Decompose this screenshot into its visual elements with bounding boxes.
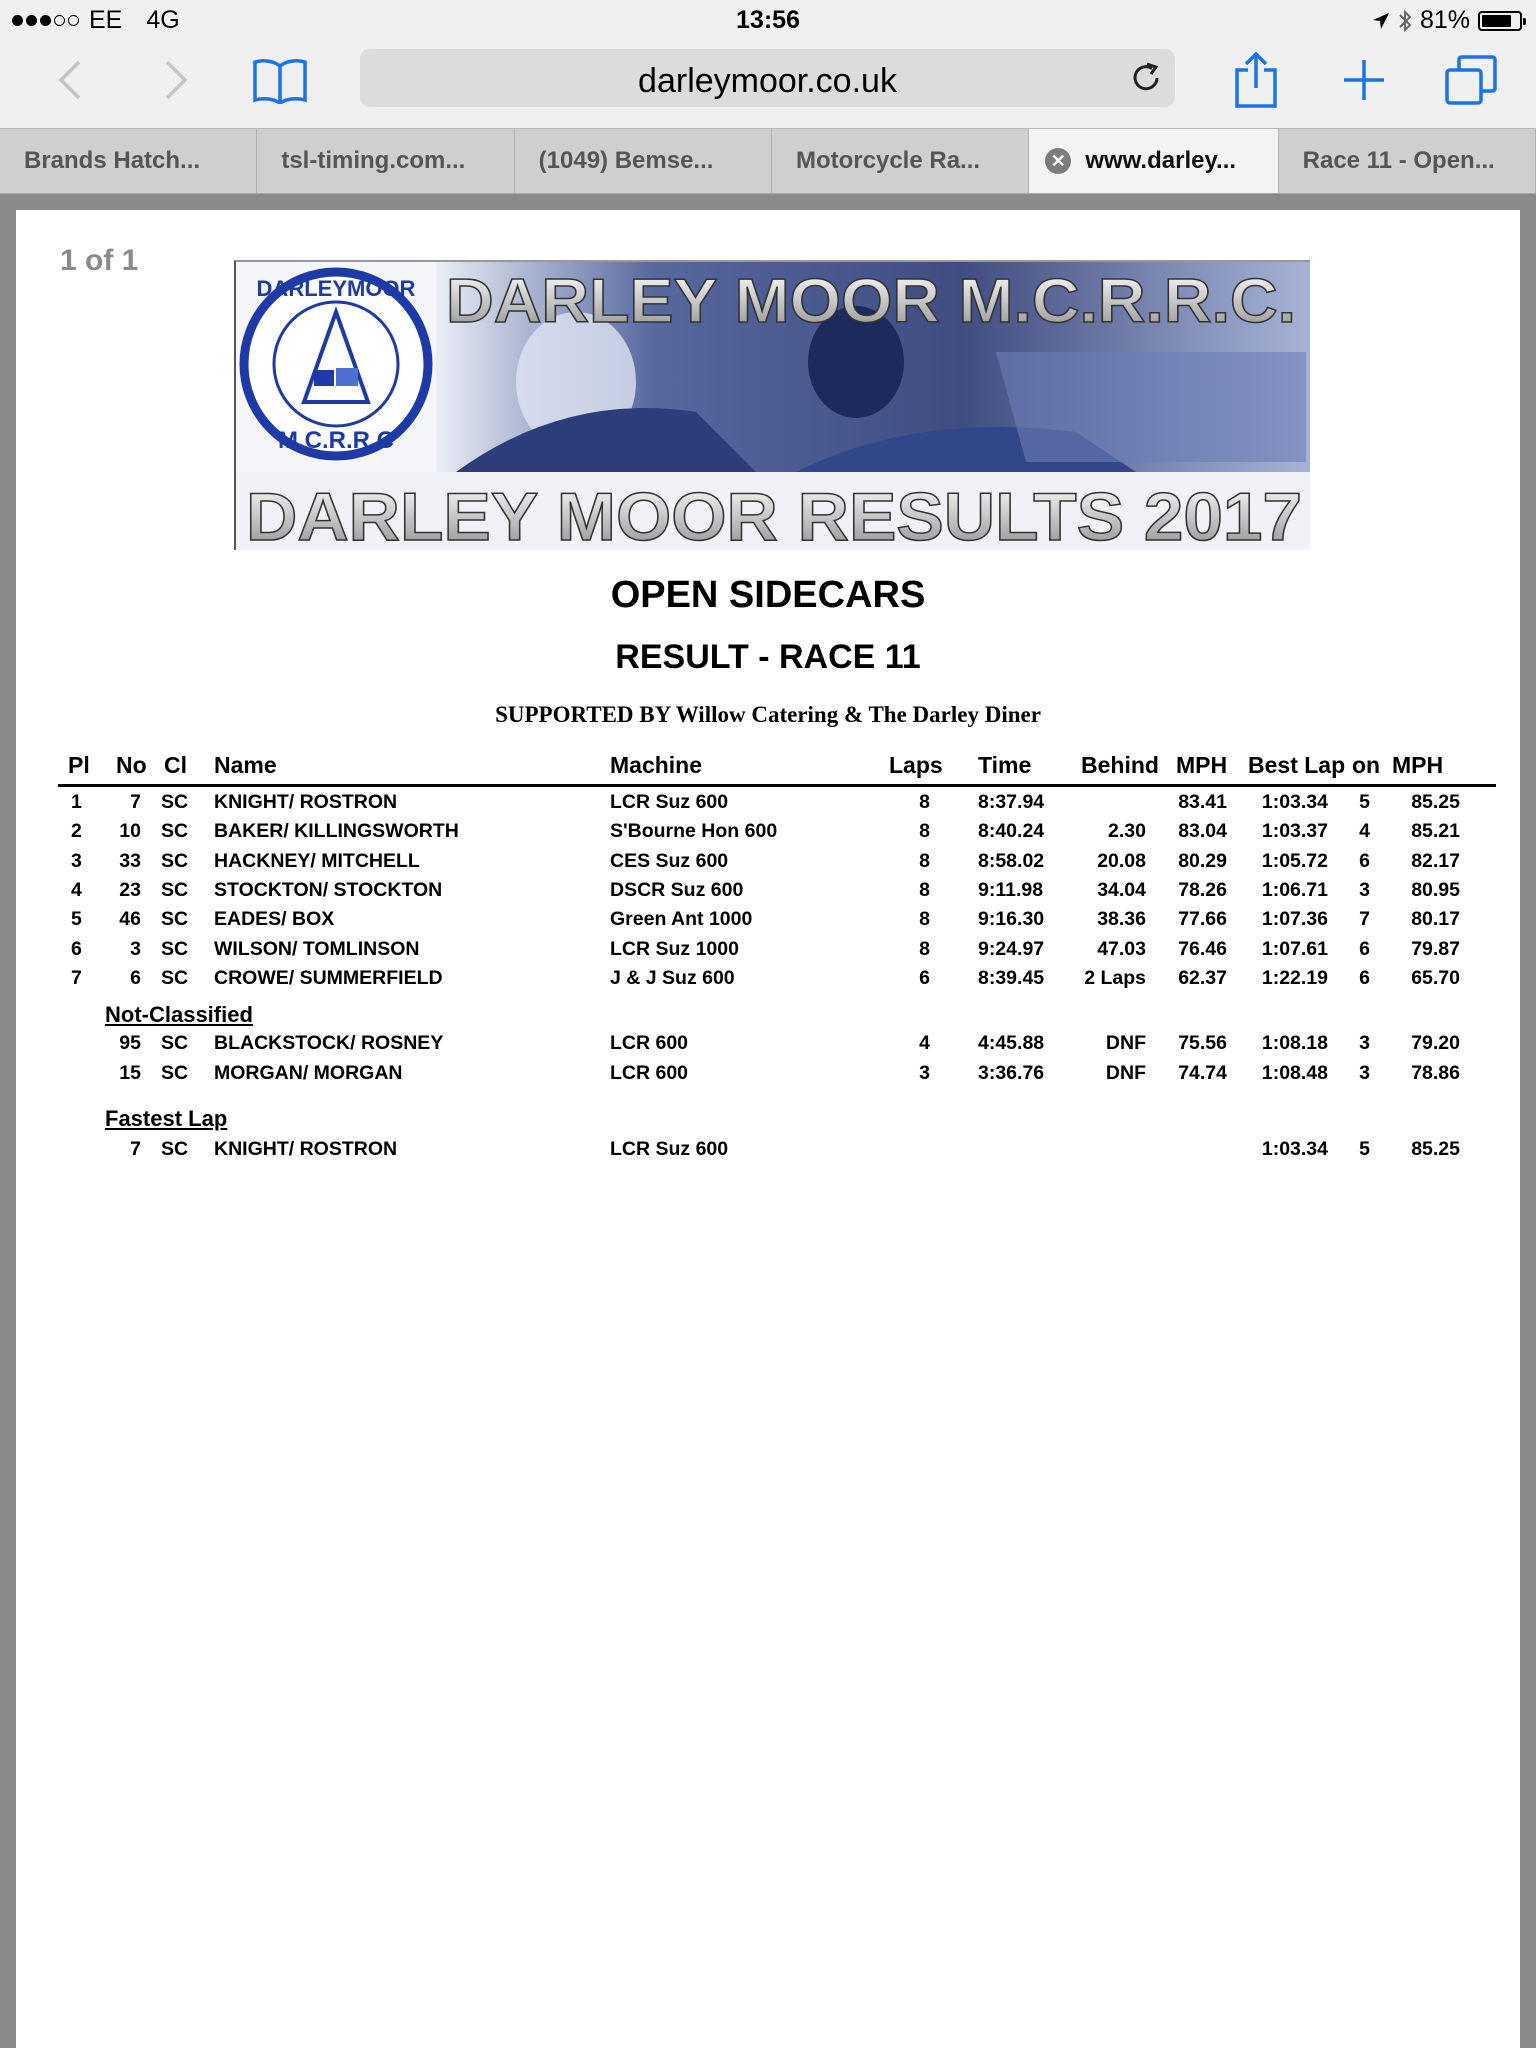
banner-title-top: DARLEY MOOR M.C.R.R.C.: [446, 267, 1296, 336]
col-header-time: Time: [978, 752, 1032, 778]
cell-behind: DNF: [1105, 1062, 1146, 1084]
tab-label: Brands Hatch...: [24, 147, 201, 174]
cell-time: 9:11.98: [978, 878, 1044, 901]
cell-name: MORGAN/ MORGAN: [214, 1062, 403, 1084]
cell-pl: 1: [71, 791, 82, 813]
cell-mph: 83.41: [1178, 791, 1227, 813]
clock: 13:56: [736, 6, 800, 34]
cell-no: 33: [119, 849, 141, 872]
network-label: 4G: [146, 6, 180, 34]
cell-mph2: 85.25: [1411, 1138, 1460, 1160]
cell-name: KNIGHT/ ROSTRON: [214, 791, 398, 813]
cell-time: 9:16.30: [978, 908, 1045, 931]
cell-time: 9:24.97: [978, 937, 1045, 960]
tab-label: tsl-timing.com...: [281, 147, 466, 174]
cell-pl: 3: [71, 849, 82, 872]
cell-time: 8:39.45: [978, 966, 1045, 989]
col-header-pl: Pl: [68, 752, 90, 778]
cell-mph: 78.26: [1178, 878, 1227, 901]
cell-laps: 8: [919, 820, 930, 843]
cell-mph2: 82.17: [1411, 849, 1460, 872]
cell-no: 95: [119, 1032, 141, 1054]
col-header-best-lap: Best Lap: [1248, 752, 1346, 778]
tab-bar: [0, 128, 1536, 194]
cell-machine: LCR Suz 600: [610, 791, 729, 813]
cell-name: EADES/ BOX: [214, 908, 335, 931]
cell-on: 7: [1359, 908, 1370, 931]
cell-best-lap: 1:03.34: [1261, 791, 1328, 813]
share-icon: [1234, 52, 1278, 108]
table-row: [16, 791, 1520, 819]
cell-no: 7: [130, 791, 141, 813]
cell-cl: SC: [161, 1032, 189, 1054]
cell-machine: LCR Suz 600: [610, 1138, 729, 1160]
cell-mph2: 65.70: [1411, 966, 1460, 989]
cell-mph2: 79.87: [1411, 937, 1460, 960]
cell-pl: 2: [71, 820, 82, 843]
cell-machine: Green Ant 1000: [610, 908, 753, 931]
cell-behind: 2 Laps: [1084, 966, 1146, 989]
url-text: darleymoor.co.uk: [638, 62, 897, 100]
cell-best-lap: 1:03.37: [1261, 820, 1328, 843]
cell-machine: DSCR Suz 600: [610, 878, 744, 901]
cell-behind: 38.36: [1097, 908, 1146, 931]
cell-best-lap: 1:08.18: [1261, 1032, 1328, 1054]
cell-name: HACKNEY/ MITCHELL: [214, 849, 420, 872]
browser-toolbar: [0, 40, 1536, 128]
cell-mph: 83.04: [1178, 820, 1227, 843]
cell-on: 3: [1359, 1032, 1370, 1054]
banner-image: [236, 262, 1310, 550]
forward-button[interactable]: [156, 50, 196, 110]
table-row: [16, 967, 1520, 995]
cell-name: KNIGHT/ ROSTRON: [214, 1138, 398, 1160]
cell-time: 4:45.88: [978, 1032, 1045, 1054]
carrier-label: EE: [89, 6, 123, 34]
tabs-overview-button[interactable]: [1444, 50, 1498, 110]
tab-label: (1049) Bemse...: [538, 147, 714, 174]
table-row: [16, 850, 1520, 878]
cell-cl: SC: [161, 966, 189, 989]
cell-cl: SC: [161, 820, 189, 843]
col-header-laps: Laps: [889, 752, 943, 778]
col-header-on: on: [1352, 752, 1381, 778]
cell-laps: 8: [919, 937, 930, 960]
address-bar[interactable]: [360, 49, 1175, 107]
pdf-page: [16, 210, 1520, 2048]
col-header-mph: MPH: [1176, 752, 1228, 778]
cell-on: 3: [1359, 878, 1370, 901]
tabs-icon: [1444, 54, 1498, 106]
cell-pl: 4: [71, 878, 82, 901]
cell-on: 6: [1359, 937, 1370, 960]
cell-cl: SC: [161, 937, 189, 960]
cell-best-lap: 1:07.61: [1261, 937, 1328, 960]
plus-icon: [1342, 58, 1386, 102]
page-subtitle: RESULT - RACE 11: [615, 638, 921, 676]
cell-best-lap: 1:03.34: [1261, 1138, 1328, 1160]
reload-icon[interactable]: [1129, 61, 1163, 95]
tab-brands-hatch[interactable]: [0, 129, 257, 193]
cell-best-lap: 1:06.71: [1261, 878, 1328, 901]
cell-time: 3:36.76: [978, 1062, 1045, 1084]
cell-name: WILSON/ TOMLINSON: [214, 937, 420, 960]
cell-on: 6: [1359, 966, 1370, 989]
cell-mph: 62.37: [1178, 966, 1227, 989]
tab-motorcycle-racing[interactable]: [772, 129, 1029, 193]
cell-mph2: 79.20: [1411, 1032, 1460, 1054]
results-banner: [234, 260, 1310, 550]
cell-no: 7: [130, 1138, 141, 1160]
chevron-right-icon: [163, 58, 189, 102]
cell-behind: DNF: [1105, 1032, 1146, 1054]
cell-no: 3: [130, 937, 141, 960]
bookmarks-button[interactable]: [250, 50, 310, 110]
tab-label: www.darley...: [1085, 147, 1237, 174]
cell-cl: SC: [161, 878, 189, 901]
col-header-behind: Behind: [1081, 752, 1159, 778]
cell-mph: 80.29: [1178, 849, 1227, 872]
cell-machine: J & J Suz 600: [610, 966, 735, 989]
table-row: [16, 879, 1520, 907]
table-row: [16, 1032, 1520, 1060]
tab-label: Race 11 - Open...: [1302, 147, 1495, 174]
page-title: OPEN SIDECARS: [610, 574, 926, 616]
cell-machine: LCR Suz 1000: [610, 937, 739, 960]
chevron-left-icon: [57, 58, 83, 102]
cell-name: CROWE/ SUMMERFIELD: [214, 966, 443, 989]
table-row: [16, 938, 1520, 966]
battery-percent: 81%: [1419, 6, 1470, 34]
cell-machine: CES Suz 600: [610, 849, 729, 872]
banner-title-bottom: DARLEY MOOR RESULTS 2017: [246, 479, 1302, 550]
back-button[interactable]: [50, 50, 90, 110]
tab-tsl-timing[interactable]: [257, 129, 514, 193]
tab-race-11[interactable]: [1279, 129, 1536, 193]
cell-cl: SC: [161, 1062, 189, 1084]
tab-label: Motorcycle Ra...: [795, 147, 981, 174]
cell-name: BLACKSTOCK/ ROSNEY: [214, 1032, 444, 1054]
tab-bemsee[interactable]: [515, 129, 772, 193]
col-header-name: Name: [214, 752, 277, 778]
cell-time: 8:40.24: [978, 820, 1045, 843]
cell-machine: LCR 600: [610, 1032, 689, 1054]
cell-mph2: 85.25: [1411, 791, 1460, 813]
cell-name: BAKER/ KILLINGSWORTH: [214, 820, 459, 843]
table-row: [16, 1138, 1520, 1166]
header-rule: [58, 784, 1496, 787]
cell-on: 3: [1359, 1062, 1370, 1084]
cell-no: 15: [119, 1062, 141, 1084]
cell-laps: 8: [919, 849, 930, 872]
new-tab-button[interactable]: [1340, 50, 1388, 110]
battery-icon: [1478, 11, 1522, 31]
cell-mph2: 80.95: [1411, 878, 1460, 901]
cell-best-lap: 1:22.19: [1261, 966, 1328, 989]
cell-laps: 8: [919, 878, 930, 901]
cell-no: 23: [119, 878, 141, 901]
cell-no: 10: [119, 820, 141, 843]
cell-best-lap: 1:05.72: [1261, 849, 1328, 872]
cell-cl: SC: [161, 849, 189, 872]
cell-best-lap: 1:08.48: [1261, 1062, 1328, 1084]
cell-time: 8:37.94: [978, 791, 1045, 813]
cell-machine: LCR 600: [610, 1062, 689, 1084]
cell-pl: 5: [71, 908, 82, 931]
cell-behind: 34.04: [1097, 878, 1146, 901]
bluetooth-icon: [1398, 9, 1412, 33]
cell-no: 46: [119, 908, 141, 931]
cell-no: 6: [130, 966, 141, 989]
cell-name: STOCKTON/ STOCKTON: [214, 878, 443, 901]
page-counter: 1 of 1: [60, 244, 139, 277]
cell-mph2: 85.21: [1411, 820, 1460, 843]
logo-text-bottom: M.C.R.R.C: [278, 427, 394, 454]
cell-laps: 8: [919, 791, 930, 813]
cell-behind: 20.08: [1097, 849, 1146, 872]
cell-behind: 47.03: [1097, 937, 1146, 960]
share-button[interactable]: [1232, 50, 1280, 110]
cell-mph: 75.56: [1178, 1032, 1227, 1054]
close-tab-icon[interactable]: ✕: [1045, 148, 1071, 174]
cell-cl: SC: [161, 908, 189, 931]
col-header-no: No: [116, 752, 147, 778]
cell-laps: 6: [919, 966, 930, 989]
status-bar: [0, 0, 1536, 40]
cell-mph2: 78.86: [1411, 1062, 1460, 1084]
cell-cl: SC: [161, 791, 189, 813]
cell-behind: 2.30: [1108, 820, 1146, 843]
book-icon: [252, 56, 308, 104]
cell-on: 5: [1359, 1138, 1370, 1160]
cell-mph: 74.74: [1178, 1062, 1227, 1084]
cell-laps: 8: [919, 908, 930, 931]
cell-on: 6: [1359, 849, 1370, 872]
table-row: [16, 1062, 1520, 1090]
fastest-lap-heading: Fastest Lap: [105, 1106, 228, 1131]
cell-on: 5: [1359, 791, 1370, 813]
tab-darleymoor[interactable]: [1029, 129, 1278, 193]
col-header-mph2: MPH: [1392, 752, 1444, 778]
not-classified-heading: Not-Classified: [105, 1002, 253, 1027]
cell-best-lap: 1:07.36: [1261, 908, 1328, 931]
cell-mph: 77.66: [1178, 908, 1227, 931]
cell-mph2: 80.17: [1411, 908, 1460, 931]
cell-pl: 7: [71, 966, 82, 989]
cell-machine: S'Bourne Hon 600: [610, 820, 778, 843]
cell-pl: 6: [71, 937, 82, 960]
cell-cl: SC: [161, 1138, 189, 1160]
table-row: [16, 820, 1520, 848]
col-header-cl: Cl: [164, 752, 187, 778]
location-arrow-icon: [1372, 12, 1390, 30]
logo-text-top: DARLEYMOOR: [256, 276, 416, 301]
cell-on: 4: [1359, 820, 1370, 843]
cell-time: 8:58.02: [978, 849, 1045, 872]
col-header-machine: Machine: [610, 752, 703, 778]
sponsor-line: SUPPORTED BY Willow Catering & The Darley Diner: [495, 702, 1041, 727]
cell-mph: 76.46: [1178, 937, 1227, 960]
table-row: [16, 908, 1520, 936]
cell-laps: 4: [919, 1032, 930, 1054]
cell-laps: 3: [919, 1062, 930, 1084]
